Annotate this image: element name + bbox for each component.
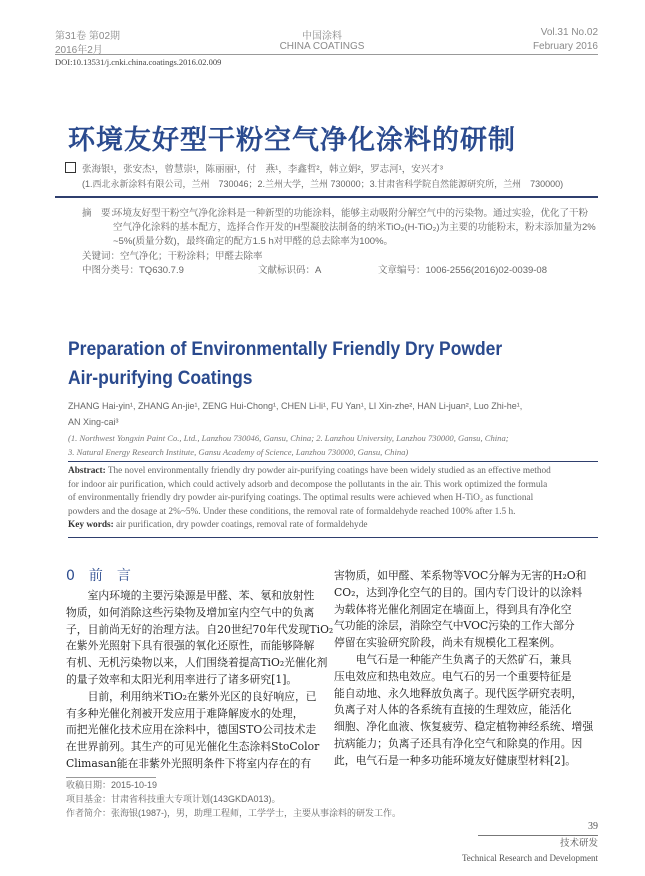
abstract-cn-label: 摘 要： bbox=[82, 208, 121, 219]
body-line: 停留在实验研究阶段，尚未有规模化工程案例。 bbox=[334, 636, 561, 650]
affiliations-en: 3. Natural Energy Research Institute, Gansu Academy of Science, Lanzhou 730000, Gansu, China) bbox=[68, 447, 409, 457]
square-bullet-icon bbox=[65, 162, 76, 173]
date-cn: 2016年2月 bbox=[55, 45, 103, 56]
document-code: 文献标识码：A bbox=[258, 265, 322, 276]
header-rule bbox=[55, 54, 598, 55]
body-line: 的量子效率和太阳光利用率进行了诸多研究[1]。 bbox=[66, 672, 298, 686]
footnote-rule bbox=[66, 777, 156, 778]
body-line: 抗病能力；负离子还具有净化空气和除臭的作用。因 bbox=[334, 736, 583, 750]
footnote-author: 作者简介：张海银(1987-)，男，助理工程师，工学学士，主要从事涂料的研发工作。 bbox=[66, 808, 402, 818]
footer-section-cn: 技术研发 bbox=[559, 839, 598, 849]
title-cn: 环境友好型干粉空气净化涂料的研制 bbox=[68, 125, 516, 156]
keywords-en: air purification, dry powder coatings, removal rate of formaldehyde bbox=[116, 520, 368, 530]
body-right-column bbox=[334, 568, 598, 770]
keywords-cn: 关键词：空气净化；干粉涂料；甲醛去除率 bbox=[82, 251, 263, 262]
body-line: 为载体将光催化剂固定在墙面上，得到具有净化空 bbox=[334, 602, 572, 616]
authors-en: ZHANG Hai-yin¹, ZHANG An-jie¹, ZENG Hui-Chong¹, CHEN Li-li¹, FU Yan¹, LI Xin-zhe², HAN Li-juan², Luo Zhi-he¹, bbox=[68, 401, 523, 411]
body-line: 子，目前尚无好的治理方法。自20世纪70年代发现TiO₂ bbox=[66, 622, 334, 636]
body-line: 压电效应和热电效应。电气石的另一个重要特征是 bbox=[334, 669, 572, 683]
body-line: 此，电气石是一种多功能环境友好健康型材料[2]。 bbox=[334, 753, 577, 767]
footnote-funding: 项目基金：甘肃省科技重大专项计划(143GKDA013)。 bbox=[66, 794, 281, 804]
body-line: 物质，如何消除这些污染物及增加室内空气中的负离 bbox=[66, 605, 315, 619]
footer-rule bbox=[478, 835, 598, 836]
abstract-cn-line: 空气净化涂料的基本配方，选择合作开发的H型凝胶法制备的纳米TiO₂(H-TiO₂)为主要的功能粉末，粉末添加量为2% bbox=[113, 222, 596, 233]
body-line: 负离子对人体的各系统有直接的生理效应，能活化 bbox=[334, 703, 572, 717]
body-line: 电气石是一种能产生负离子的天然矿石，兼具 bbox=[355, 652, 572, 666]
section-heading: 0 前 言 bbox=[66, 568, 131, 584]
abstract-cn-line: ~5%(质量分数)，最终确定的配方1.5 h对甲醛的总去除率为100%。 bbox=[113, 236, 394, 247]
abstract-en-line: The novel environmentally friendly dry powder air-purifying coatings have been widely studied as an effective method bbox=[107, 466, 551, 476]
page-number: 39 bbox=[588, 821, 598, 832]
article-number: 文章编号：1006-2556(2016)02-0039-08 bbox=[378, 265, 547, 276]
body-line: Climasan能在非紫外光照明条件下将室内存在的有 bbox=[66, 756, 312, 770]
body-line: 在紫外光照射下具有很强的氧化还原性，而能够降解 bbox=[66, 639, 315, 653]
abstract-rule-top bbox=[68, 461, 598, 462]
abstract-en-line: powders and the dosage at 2%~5%. Under these conditions, the removal rate of formaldehyde reached 100% after 1.5 h. bbox=[68, 506, 516, 517]
footer-section-en: Technical Research and Development bbox=[461, 853, 598, 863]
abstract-rule-bottom bbox=[68, 537, 598, 538]
abstract-en-line: for indoor air purification, which could actively adsorb and decompose the pollutants in the air. This work optimized the formula bbox=[68, 479, 548, 490]
body-line: 有机、无机污染物以来，人们围绕着提高TiO₂光催化剂 bbox=[66, 656, 328, 670]
body-line: 细胞、净化血液、恢复疲劳、稳定植物神经系统、增强 bbox=[334, 720, 594, 734]
doi: DOI:10.13531/j.cnki.china.coatings.2016.02.009 bbox=[55, 57, 222, 67]
footnote-received: 收稿日期：2015-10-19 bbox=[66, 780, 158, 790]
abstract-en bbox=[68, 465, 598, 533]
abstract-en-label: Abstract: bbox=[68, 466, 106, 476]
abstract-cn-line: 环境友好型干粉空气净化涂料是一种新型的功能涂料，能够主动吸附分解空气中的污染物。通过实验，优化了干粉 bbox=[113, 208, 589, 219]
journal-en: CHINA COATINGS bbox=[279, 41, 365, 52]
authors-en: AN Xing-cai³ bbox=[68, 417, 119, 427]
journal-cn: 中国涂料 bbox=[302, 31, 342, 42]
body-line: 害物质，如甲醛、苯系物等VOC分解为无害的H₂O和 bbox=[334, 569, 587, 582]
affiliations-cn: (1.西北永新涂料有限公司，兰州 730046；2.兰州大学，兰州 730000；3.甘肃省科学院自然能源研究所，兰州 730000) bbox=[82, 179, 564, 189]
body-line: 能自动地、永久地释放负离子。现代医学研究表明， bbox=[334, 686, 583, 700]
body-line: 有多种光催化剂被开发应用于难降解废水的处理， bbox=[66, 706, 304, 720]
body-left-column bbox=[66, 588, 334, 773]
volume-en: Vol.31 No.02 bbox=[540, 27, 598, 38]
volume-cn: 第31卷 第02期 bbox=[55, 31, 121, 42]
authors-cn: 张海银¹，张安杰¹，曾慧崇¹，陈丽丽¹，付 燕¹，李鑫哲²，韩立娟²，罗志河¹，安兴才³ bbox=[82, 164, 443, 175]
body-line: CO₂，达到净化空气的目的。国内专门设计的以涂料 bbox=[334, 585, 583, 599]
body-line: 而把光催化技术应用在涂料中，德国STO公司技术走 bbox=[66, 723, 317, 737]
body-line: 气功能的涂层，消除空气中VOC污染的工作大部分 bbox=[334, 619, 575, 633]
clc-number: 中图分类号：TQ630.7.9 bbox=[82, 265, 184, 276]
keywords-en-label: Key words: bbox=[68, 520, 114, 530]
affiliations-en: (1. Northwest Yongxin Paint Co., Ltd., Lanzhou 730046, Gansu, China; 2. Lanzhou University, Lanzhou 730000, Gansu, China; bbox=[68, 433, 509, 443]
title-rule bbox=[55, 196, 598, 198]
body-line: 在世界前列。其生产的可见光催化生态涂料StoColor bbox=[66, 740, 320, 754]
abstract-en-line: of environmentally friendly dry powder air-purifying coatings. The optimal results were achieved when H-TiO₂ as functional bbox=[68, 493, 534, 503]
title-en-line: Preparation of Environmentally Friendly Dry Powder bbox=[68, 339, 503, 360]
date-en: February 2016 bbox=[532, 41, 598, 52]
body-line: 目前，利用纳米TiO₂在紫外光区的良好响应，已 bbox=[87, 689, 317, 703]
body-line: 室内环境的主要污染源是甲醛、苯、氡和放射性 bbox=[87, 589, 315, 602]
title-en-line: Air-purifying Coatings bbox=[68, 368, 253, 389]
